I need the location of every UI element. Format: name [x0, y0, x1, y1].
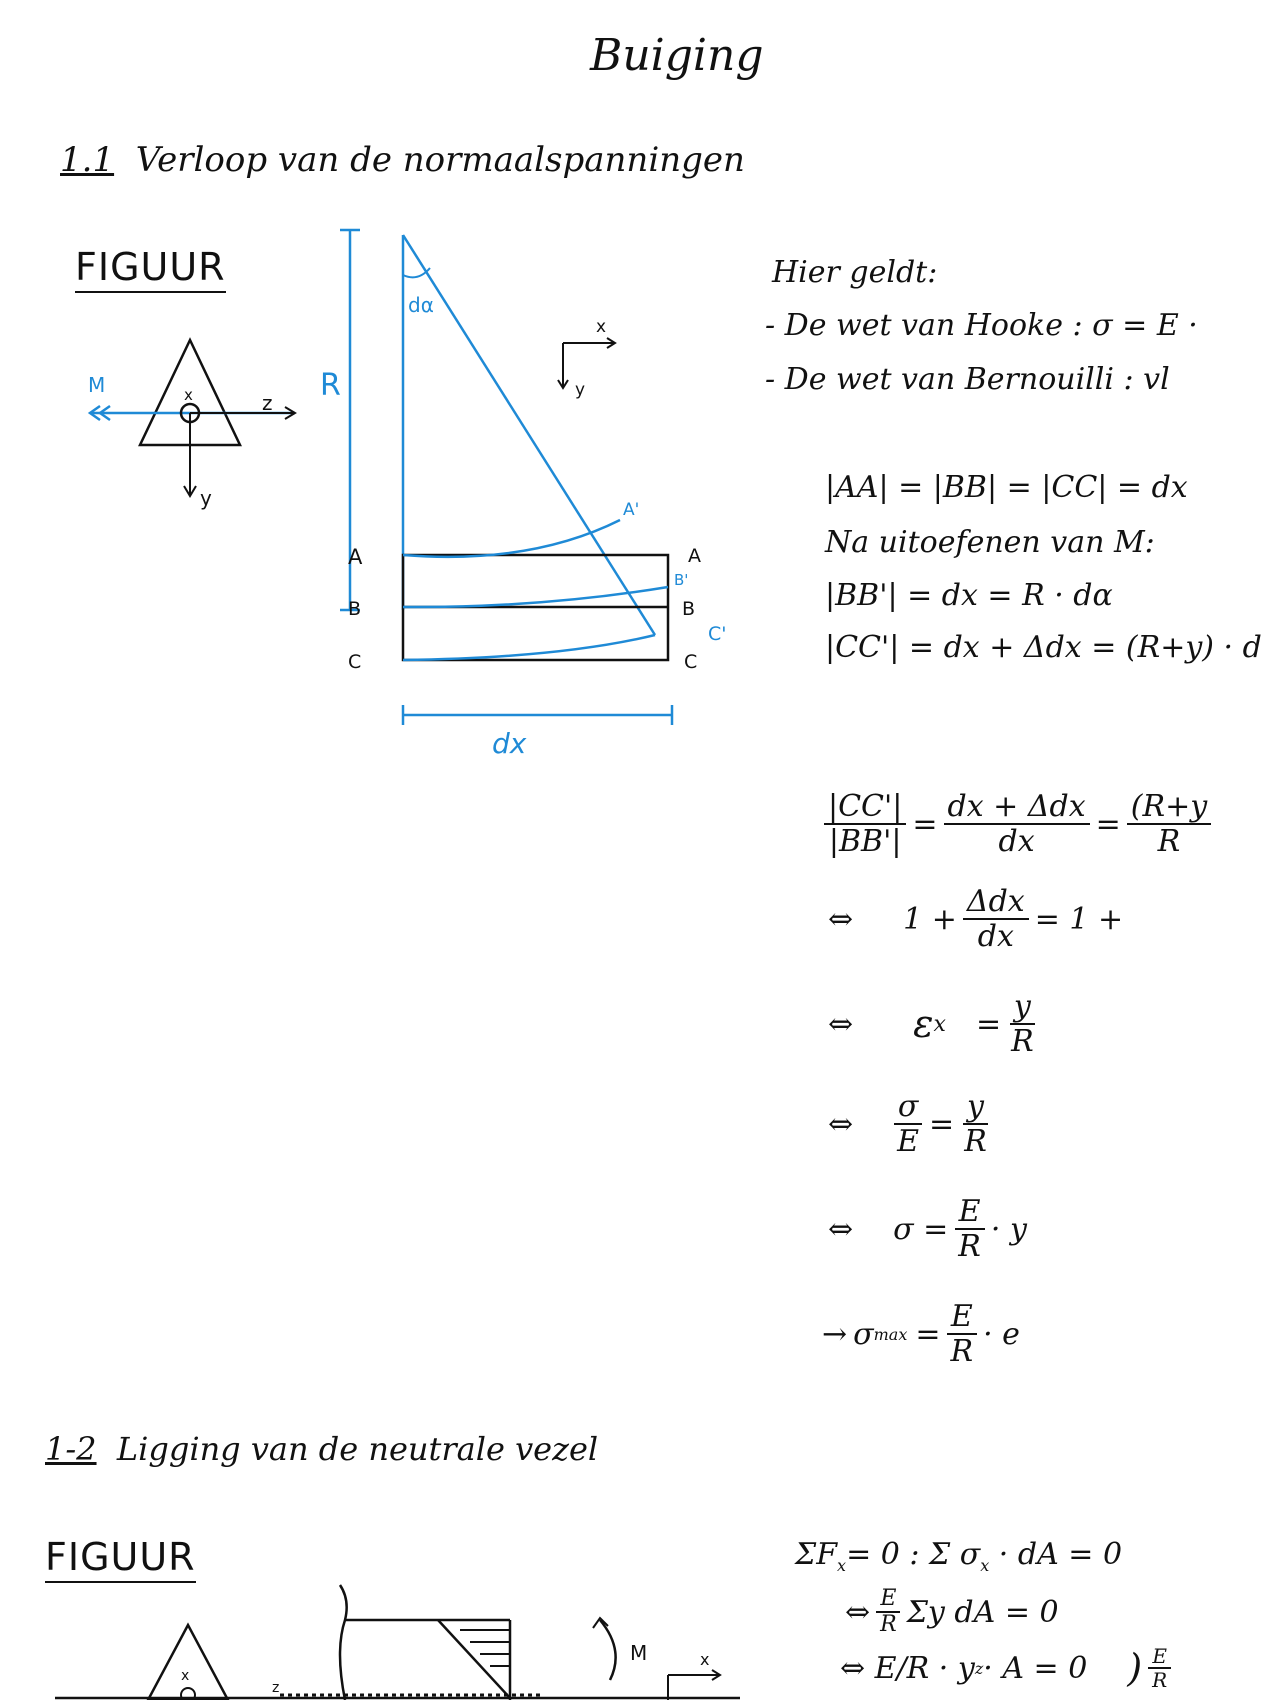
sum-f-rest2: · dA = 0 — [989, 1537, 1123, 1572]
figure-label — [75, 245, 226, 293]
section-heading-2 — [45, 1430, 598, 1468]
equiv-icon: ⇔ — [845, 1594, 871, 1630]
equation-1: |AA| = |BB| = |CC| = dx — [825, 470, 1188, 505]
radius-label: R — [320, 368, 341, 403]
figure-label-2-text: FIGUUR — [45, 1535, 196, 1583]
cross-section-sketch — [70, 330, 310, 530]
sum-f: ΣF — [795, 1537, 838, 1572]
step-1 — [828, 885, 1123, 953]
section-title: Verloop van de normaalspanningen — [135, 140, 745, 180]
section-title-2: Ligging van de neutrale vezel — [116, 1430, 599, 1468]
step2-num: y — [1010, 990, 1035, 1025]
f2-rest: Σy dA = 0 — [906, 1594, 1059, 1630]
step1-b: = 1 + — [1034, 901, 1124, 937]
inclined-radius-line — [403, 235, 655, 635]
equation-2: Na uitoefenen van M: — [825, 525, 1155, 560]
sigma-sub: x — [980, 1556, 990, 1575]
step4-num: E — [955, 1195, 985, 1230]
sum-y-eq — [845, 1587, 1059, 1637]
f3-sub: z — [974, 1658, 984, 1678]
f2-den: R — [880, 1612, 897, 1638]
step5-rhs: · e — [983, 1316, 1020, 1352]
ratio-right-num: (R+y — [1127, 790, 1211, 825]
label-C-left: C — [348, 651, 362, 673]
step3-den2: R — [964, 1124, 987, 1159]
f3-rest: · A = 0 — [983, 1650, 1088, 1686]
brace-icon: ) — [1127, 1646, 1143, 1690]
dx-label: dx — [492, 727, 527, 760]
y-label: y — [200, 486, 212, 510]
page-title: Buiging — [590, 30, 764, 81]
centroid-eq — [840, 1645, 1177, 1691]
equiv-icon: ⇔ — [828, 1211, 854, 1247]
axis-x-label: x — [596, 317, 607, 337]
step-4 — [828, 1195, 1027, 1263]
z-label-2: z — [272, 1680, 280, 1696]
f2-num: E — [876, 1587, 900, 1613]
equation-4: |CC'| = dx + Δdx = (R+y) · d — [825, 630, 1262, 665]
step5-eq: = — [915, 1316, 941, 1352]
section-number-2: 1-2 — [45, 1430, 97, 1468]
x-label-2: x — [181, 1668, 190, 1684]
x-label: x — [184, 386, 193, 404]
ratio-left-num: |CC'| — [824, 790, 906, 825]
step-3 — [828, 1090, 997, 1158]
ratio-mid-num: dx + Δdx — [944, 790, 1090, 825]
step3-eq: = — [929, 1106, 955, 1142]
sum-f-sub: x — [837, 1556, 847, 1575]
neutral-axis-sketch — [40, 1580, 780, 1700]
ratio-right-den: R — [1157, 824, 1181, 859]
equiv-icon: ⇔ — [828, 1106, 854, 1142]
ratio-equation — [818, 790, 1217, 858]
label-A-prime: A' — [623, 500, 640, 520]
f3-tail-den: R — [1152, 1668, 1168, 1692]
label-C-prime: C' — [708, 623, 727, 645]
figure-label-text: FIGUUR — [75, 245, 226, 293]
label-A-left: A — [348, 545, 363, 569]
hier-geldt: Hier geldt: — [772, 255, 938, 290]
equation-3: |BB'| = dx = R · dα — [825, 578, 1113, 613]
step4-lhs: σ = — [893, 1211, 949, 1247]
step2-den: R — [1011, 1024, 1034, 1059]
bending-element-figure — [300, 220, 740, 760]
sum-forces-eq — [795, 1537, 1122, 1575]
deformed-bottom-fibre — [403, 635, 655, 660]
moment-label-2: M — [630, 1641, 648, 1665]
step-2 — [828, 990, 1044, 1058]
step2-eq: = — [975, 1006, 1002, 1042]
stress-diagram-line — [438, 1620, 510, 1698]
step4-den: R — [958, 1229, 981, 1264]
moment-label: M — [88, 373, 106, 397]
step1-a: 1 + — [903, 901, 957, 937]
equiv-icon: ⇔ — [828, 1006, 854, 1042]
equiv-icon: ⇔ — [828, 901, 854, 937]
hooke-law: - De wet van Hooke : σ = E · — [765, 308, 1198, 343]
step5-den: R — [950, 1334, 974, 1369]
f3: ⇔ E/R · y — [840, 1650, 975, 1686]
label-B-right: B — [682, 598, 696, 620]
sum-f-rest: = 0 : Σ σ — [846, 1537, 981, 1572]
axis-x2-label: x — [700, 1650, 710, 1669]
ratio-left-den: |BB'| — [828, 824, 902, 859]
label-C-right: C — [684, 651, 698, 673]
strain-sub: x — [933, 1011, 946, 1037]
axis-y-label: y — [575, 380, 586, 400]
step4-rhs: · y — [990, 1211, 1027, 1247]
dalpha-label: dα — [408, 293, 434, 317]
step3-num1: σ — [894, 1090, 922, 1125]
strain-symbol: ε — [913, 1002, 934, 1046]
label-A-right: A — [688, 545, 701, 567]
moment-arc-icon — [600, 1620, 616, 1680]
step3-num2: y — [963, 1090, 988, 1125]
section-number: 1.1 — [60, 140, 115, 180]
f3-tail-num: E — [1148, 1645, 1171, 1669]
step5-num: E — [947, 1300, 977, 1335]
sigma-max-sub: max — [873, 1324, 908, 1344]
label-B-prime: B' — [674, 571, 689, 589]
step1-num: Δdx — [963, 885, 1029, 920]
ratio-eq-2: = — [1095, 806, 1121, 842]
arrow-right-icon: → — [822, 1316, 848, 1352]
step3-den1: E — [897, 1124, 920, 1159]
section-heading-1 — [60, 140, 745, 180]
beam-outline-curve — [340, 1585, 347, 1700]
bernoulli-law: - De wet van Bernouilli : vl — [765, 362, 1170, 397]
label-B-left: B — [348, 598, 362, 620]
z-label: z — [262, 391, 273, 415]
deformed-neutral-fibre — [403, 587, 668, 607]
step-5 — [822, 1300, 1020, 1368]
sigma-symbol: σ — [853, 1316, 874, 1352]
ratio-eq-1: = — [912, 806, 938, 842]
figure-label-2 — [45, 1535, 196, 1583]
step1-den: dx — [977, 919, 1014, 954]
ratio-mid-den: dx — [998, 824, 1035, 859]
